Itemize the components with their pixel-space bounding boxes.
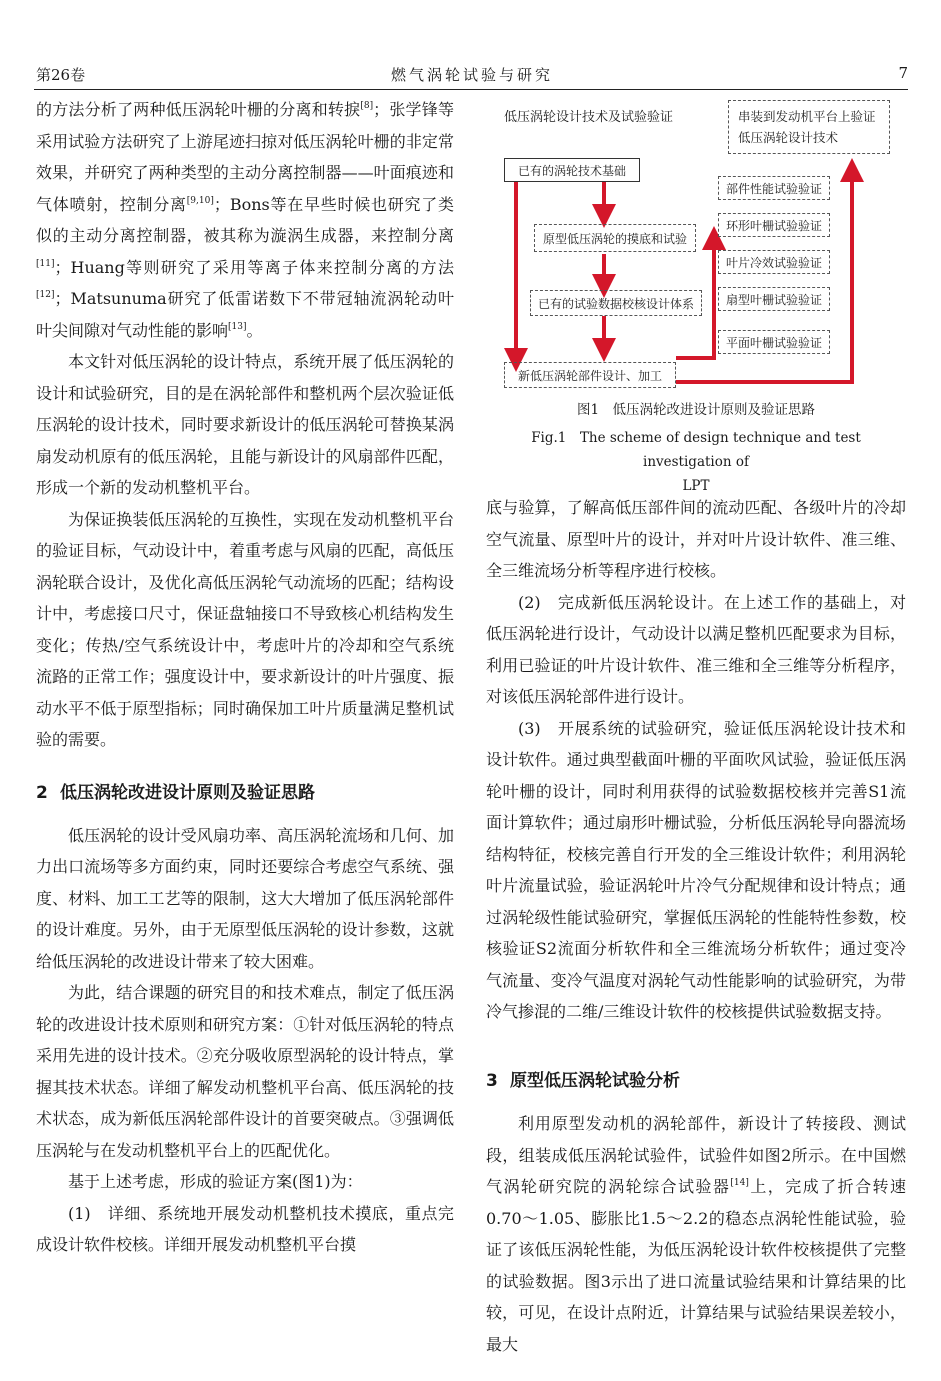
- journal-name: 燃气涡轮试验与研究: [390, 66, 553, 84]
- box-new-lpt-design: 新低压涡轮部件设计、加工: [504, 362, 676, 388]
- citation[interactable]: [13]: [228, 321, 247, 332]
- box-component-test: 部件性能试验验证: [718, 176, 830, 200]
- page-number: 7: [898, 64, 908, 82]
- paragraph-prototype-test: 利用原型发动机的涡轮部件，新设计了转接段、测试段，组装成低压涡轮试验件，试验件如图2所示。在中国燃气涡轮研究院的涡轮综合试验器[14]上，完成了折合转速0.70～1.05、膨胀比1.5～2.2的稳态点涡轮性能试验，验证了该低压涡轮性能，为低压涡轮设计软件校核提供了完整的试验数据。图3示出了进口流量试验结果和计算结果的比较，可见，在设计点附近，计算结果与试验结果误差较小，最大: [486, 1114, 906, 1354]
- running-header: [36, 64, 908, 92]
- right-column-top: [486, 492, 906, 1028]
- box-cooling-test: 叶片冷效试验验证: [718, 250, 830, 274]
- paragraph-step-2: (2) 完成新低压涡轮设计。在上述工作的基础上，对低压涡轮进行设计，气动设计以满足整机匹配要求为目标，利用已验证的叶片设计软件、准三维和全三维等分析程序，对该低压涡轮部件进行设计。: [486, 592, 906, 706]
- paragraph-scheme: 基于上述考虑，形成的验证方案(图1)为：: [68, 1172, 363, 1191]
- citation[interactable]: [11]: [36, 258, 55, 269]
- figure-1-caption-en: Fig.1 The scheme of design technique and test investigation of LPT: [531, 430, 861, 494]
- citation[interactable]: [8]: [360, 101, 374, 111]
- paragraph-principles: 为此，结合课题的研究目的和技术难点，制定了低压涡轮的改进设计技术原则和研究方案：①针对低压涡轮的特点采用先进的设计技术。②充分吸收原型涡轮的设计特点，掌握其技术状态。详细了解发动机整机平台高、低压涡轮的技术状态，成为新低压涡轮部件设计的首要突破点。③强调低压涡轮与在发动机整机平台上的匹配优化。: [36, 983, 454, 1160]
- left-column: [36, 94, 454, 1261]
- paragraph-step-3: (3) 开展系统的试验研究，验证低压涡轮设计技术和设计软件。通过典型截面叶栅的平面吹风试验，验证低压涡轮叶栅的设计，同时利用获得的试验数据校核并完善S1流面计算软件；通过扇形叶栅试验，分析低压涡轮导向器流场结构特征，校核完善自行开发的全三维设计软件；利用涡轮叶片流量试验，验证涡轮叶片冷气分配规律和设计特点；通过涡轮级性能试验研究，掌握低压涡轮的性能特性参数，校核验证S2流面分析软件和全三维流场分析软件；通过变冷气流量、变冷气温度对涡轮气动性能影响的试验研究，为带冷气掺混的二维/三维设计软件的校核提供试验数据支持。: [486, 718, 906, 1021]
- paragraph-constraints: 低压涡轮的设计受风扇功率、高压涡轮流场和几何、加力出口流场等多方面约束，同时还要综合考虑空气系统、强度、材料、加工工艺等的限制，这大大增加了低压涡轮部件的设计难度。另外，由于无原型低压涡轮的设计参数，这就给低压涡轮的改进设计带来了较大困难。: [36, 825, 454, 971]
- header-rule: [34, 89, 908, 90]
- volume-label: 第26卷: [36, 66, 86, 84]
- box-plane-cascade-test: 平面叶栅试验验证: [718, 330, 830, 354]
- citation[interactable]: [9,10]: [186, 195, 214, 206]
- citation[interactable]: [12]: [36, 290, 55, 300]
- box-existing-tech: 已有的涡轮技术基础: [504, 158, 640, 182]
- box-data-calibration: 已有的试验数据校核设计体系: [530, 290, 702, 316]
- figure-flow-title: 低压涡轮设计技术及试验验证: [504, 110, 674, 125]
- paragraph-design: 为保证换装低压涡轮的互换性，实现在发动机整机平台的验证目标，气动设计中，着重考虑与风扇的匹配，高低压涡轮联合设计，及优化高低压涡轮气动流场的匹配；结构设计中，考虑接口尺寸，保证盘轴接口不导致核心机结构发生变化；传热/空气系统设计中，考虑叶片的冷却和空气系统流路的正常工作；强度设计中，要求新设计的叶片强度、振动水平不低于原型指标；同时确保加工叶片质量满足整机试验的需要。: [36, 509, 454, 749]
- right-column-bottom: [486, 1066, 906, 1360]
- paragraph-step-1-cont: 底与验算，了解高低压部件间的流动匹配、各级叶片的冷却空气流量、原型叶片的设计，并对叶片设计软件、准三维、全三维流场分析等程序进行校核。: [486, 498, 906, 580]
- figure-1-caption-cn: 图1 低压涡轮改进设计原则及验证思路: [576, 402, 816, 418]
- paragraph-refs: 的方法分析了两种低压涡轮叶栅的分离和转捩[8]；张学锋等采用试验方法研究了上游尾迹扫掠对低压涡轮叶栅的非定常效果，并研究了两种类型的主动分离控制器——叶面痕迹和气体喷射，控制分离[9,10]；Bons等在早些时候也研究了类似的主动分离控制器，被其称为漩涡生成器，来控制分离[11]；Huang等则研究了采用等离子体来控制分离的方法[12]；Matsunuma研究了低雷诺数下不带冠轴流涡轮动叶叶尖间隙对气动性能的影响[13]。: [36, 100, 454, 340]
- figure-1-diagram: [486, 98, 908, 390]
- section-2-heading: 2 低压涡轮改进设计原则及验证思路: [36, 782, 315, 803]
- box-engine-validation: 串装到发动机平台上验证 低压涡轮设计技术: [728, 100, 890, 154]
- paragraph-step-1: (1) 详细、系统地开展发动机整机技术摸底，重点完成设计软件校核。详细开展发动机整机平台摸: [36, 1203, 454, 1254]
- citation[interactable]: [14]: [730, 1178, 749, 1188]
- box-prototype-test: 原型低压涡轮的摸底和试验: [534, 224, 696, 252]
- paragraph-aim: 本文针对低压涡轮的设计特点，系统开展了低压涡轮的设计和试验研究，目的是在涡轮部件和整机两个层次验证低压涡轮的设计技术，同时要求新设计的低压涡轮可替换某涡扇发动机原有的低压涡轮，且能与新设计的风扇部件匹配，形成一个新的发动机整机平台。: [36, 352, 454, 497]
- box-sector-cascade-test: 扇型叶栅试验验证: [718, 287, 830, 311]
- section-3-heading: 3 原型低压涡轮试验分析: [486, 1071, 680, 1091]
- box-annular-cascade-test: 环形叶栅试验验证: [718, 213, 830, 237]
